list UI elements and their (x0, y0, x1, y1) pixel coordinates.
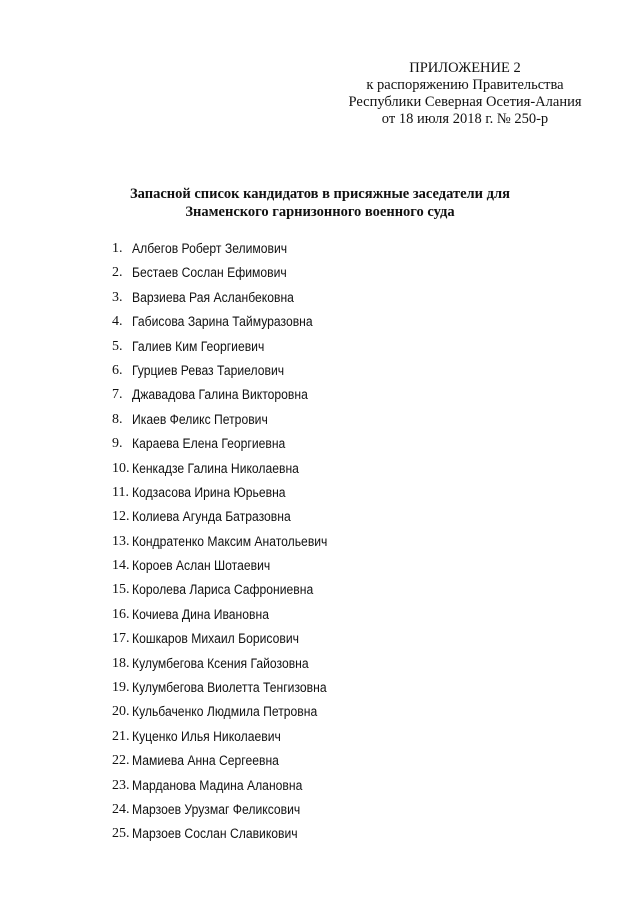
list-item-name: Албегов Роберт Зелимович (132, 241, 288, 256)
list-item-number: 20. (112, 704, 130, 720)
list-item-number: 19. (112, 680, 130, 696)
list-item (112, 383, 349, 407)
list-item (112, 774, 349, 798)
list-item-name: Куценко Илья Николаевич (132, 728, 281, 744)
appendix-title: ПРИЛОЖЕНИЕ 2 (409, 60, 521, 76)
list-item-name: Караева Елена Георгиевна (132, 436, 286, 452)
appendix-date-number-line: от 18 июля 2018 г. № 250-р (381, 111, 549, 127)
list-item (112, 798, 349, 822)
list-item-name: Мамиева Анна Сергеевна (132, 753, 279, 769)
list-item (112, 725, 349, 749)
list-item-name: Кошкаров Михаил Борисович (132, 631, 299, 647)
list-item-number: 22. (112, 753, 130, 769)
document-title-line-2: Знаменского гарнизонного военного суда (185, 204, 455, 220)
list-item (112, 237, 349, 261)
list-item (112, 457, 349, 481)
list-item-name: Кодзасова Ирина Юрьевна (132, 484, 286, 500)
list-item-name: Марзоев Урузмаг Феликсович (132, 801, 301, 817)
list-item-number: 5. (112, 338, 123, 354)
list-item (112, 408, 349, 432)
list-item-number: 4. (112, 314, 123, 330)
list-item-name: Бестаев Сослан Ефимович (132, 265, 287, 281)
document-title (80, 185, 560, 221)
list-item-name: Кочиева Дина Ивановна (132, 606, 269, 622)
list-item-name: Кулумбегова Ксения Гайозовна (132, 655, 309, 671)
list-item-name: Гурциев Реваз Тариелович (132, 362, 285, 378)
list-item (112, 554, 349, 578)
list-item (112, 603, 349, 627)
list-item-name: Кульбаченко Людмила Петровна (132, 704, 318, 720)
list-item-number: 23. (112, 777, 130, 793)
list-item-name: Кенкадзе Галина Николаевна (132, 460, 299, 476)
list-item-number: 9. (112, 436, 123, 452)
list-item (112, 286, 349, 310)
list-item (112, 530, 349, 554)
list-item-name: Короев Аслан Шотаевич (132, 558, 271, 574)
document-title-line-1: Запасной список кандидатов в присяжные заседатели для (130, 186, 510, 202)
list-item-number: 16. (112, 606, 130, 622)
list-item-name: Галиев Ким Георгиевич (132, 338, 265, 354)
list-item (112, 822, 349, 846)
list-item-number: 10. (112, 460, 130, 476)
list-item (112, 310, 349, 334)
list-item-number: 25. (112, 826, 130, 842)
list-item (112, 652, 349, 676)
list-item-name: Марзоев Сослан Славикович (132, 826, 298, 842)
appendix-decree-line: к распоряжению Правительства (366, 77, 564, 93)
list-item (112, 505, 349, 529)
list-item-number: 6. (112, 362, 123, 378)
list-item-number: 1. (112, 241, 123, 256)
list-item-number: 21. (112, 728, 130, 744)
list-item (112, 578, 349, 602)
list-item-number: 15. (112, 582, 130, 598)
appendix-republic-line: Республики Северная Осетия-Алания (348, 94, 582, 110)
list-item (112, 627, 349, 651)
list-item-name: Королева Лариса Сафрониевна (132, 582, 314, 598)
list-item-number: 17. (112, 631, 130, 647)
list-item-number: 24. (112, 801, 130, 817)
list-item (112, 261, 349, 285)
list-item-name: Габисова Зарина Таймуразовна (132, 314, 313, 330)
appendix-header (330, 60, 600, 128)
list-item-number: 2. (112, 265, 123, 281)
list-item (112, 359, 349, 383)
list-item-number: 12. (112, 509, 130, 525)
list-item-number: 13. (112, 533, 130, 549)
list-item-name: Джавадова Галина Викторовна (132, 387, 308, 403)
list-item (112, 481, 349, 505)
list-item (112, 432, 349, 456)
list-item (112, 335, 349, 359)
list-item-name: Кулумбегова Виолетта Тенгизовна (132, 680, 327, 696)
list-item-number: 14. (112, 558, 130, 574)
list-item (112, 676, 349, 700)
list-item-name: Варзиева Рая Асланбековна (132, 289, 294, 305)
list-item-number: 18. (112, 655, 130, 671)
list-item-name: Икаев Феликс Петрович (132, 411, 268, 427)
list-item-number: 11. (112, 484, 129, 500)
list-item-name: Марданова Мадина Алановна (132, 777, 303, 793)
candidate-list (112, 237, 349, 847)
list-item-name: Колиева Агунда Батразовна (132, 509, 291, 525)
list-item (112, 700, 349, 724)
list-item-name: Кондратенко Максим Анатольевич (132, 533, 328, 549)
list-item (112, 749, 349, 773)
list-item-number: 3. (112, 289, 123, 305)
list-item-number: 7. (112, 387, 123, 403)
list-item-number: 8. (112, 411, 123, 427)
